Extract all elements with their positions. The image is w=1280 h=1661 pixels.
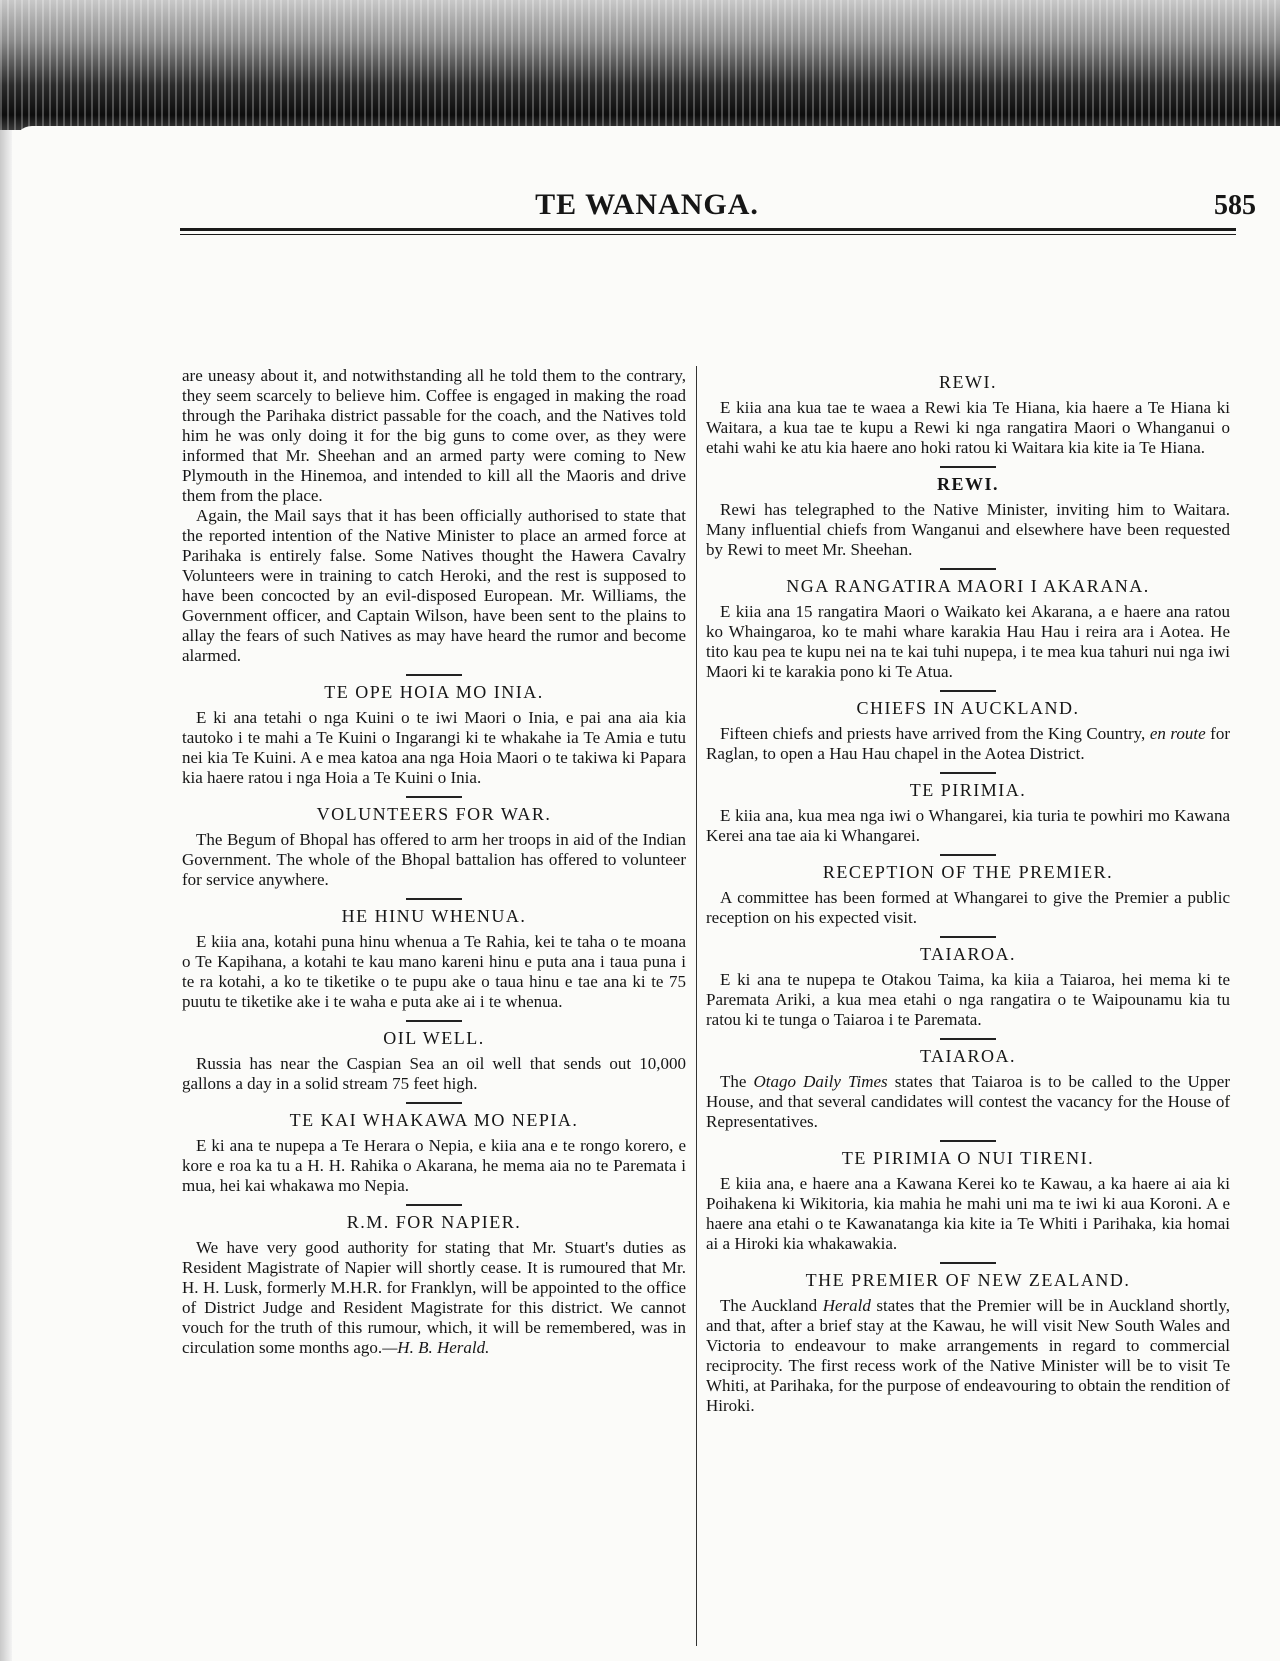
article-body-text: states that the Premier will be in Auckland shortly, and that, after a brief stay at the Kawau, he will visit New South Wales and Victoria to endeavour to make arrangements in regard to commercial reciprocity. The first recess work of the Native Minister will be to visit Te Whiti, at Parihaka, for the purpose of endeavouring to obtain the rendition of Hiroki. bbox=[706, 1296, 1230, 1415]
left-column bbox=[182, 366, 686, 1366]
article-headline: CHIEFS IN AUCKLAND. bbox=[856, 698, 1080, 718]
page-number: 585 bbox=[1214, 190, 1256, 221]
article-headline: TAIAROA. bbox=[919, 1046, 1017, 1066]
article-body: E kiia ana, e haere ana a Kawana Kerei ko te Kawau, a ka haere ai aia ki Poihakena ki Wikitoria, kia mahia he mahi uni ma te iwi ki aua Koroni. A e haere ana etahi o te Kawanatanga kia kite ia Te Whiti i Parihaka, kia homai ai a Hiroki kia whakawakia. bbox=[706, 1174, 1230, 1253]
scan-dark-border bbox=[0, 0, 1280, 130]
article-body: E ki ana te nupepa a Te Herara o Nepia, e kiia ana e te rongo korero, e kore e roa ka tu a H. H. Rahika o Akarana, he mema aia no te Paremata i mua, hei kai whakawa mo Nepia. bbox=[182, 1136, 686, 1195]
article-headline: HE HINU WHENUA. bbox=[341, 906, 527, 926]
article-source: —H. B. Herald. bbox=[382, 1338, 490, 1357]
scan-left-margin bbox=[0, 130, 12, 1661]
article-rm-for-napier bbox=[182, 1204, 686, 1358]
section-divider bbox=[940, 772, 996, 774]
article-body: E kiia ana 15 rangatira Maori o Waikato kei Akarana, a e haere ana ratou ko Whaingaroa, ko te mahi whare karakia Hau Hau i reira ara i Aotea. He tito kau pea te kupu nei na te kai tuhi nupepa, i te mea kua tahuri nui nga iwi Maori ki te karakia pono ki Te Atua. bbox=[706, 602, 1230, 681]
masthead bbox=[14, 186, 1280, 232]
section-divider bbox=[940, 466, 996, 468]
section-divider bbox=[940, 568, 996, 570]
article-body: E kiia ana, kotahi puna hinu whenua a Te Rahia, kei te taha o te moana o Te Kapihana, a kotahi te kau mano kareni hinu e puta ana i taua puna i te ra kotahi, a ko te tiketike o te pupu ake o taua hinu e tae ana ki te 75 puutu te tiketike ake i te waha e puta ake ai i te whenua. bbox=[182, 932, 686, 1011]
article-body: A committee has been formed at Whangarei to give the Premier a public reception on his expected visit. bbox=[706, 888, 1230, 927]
article-body bbox=[706, 724, 1230, 764]
section-divider bbox=[406, 674, 462, 676]
article-body-text: Fifteen chiefs and priests have arrived from the King Country, bbox=[720, 724, 1150, 743]
article-body bbox=[706, 1072, 1230, 1132]
section-divider bbox=[406, 1102, 462, 1104]
article-body bbox=[182, 1238, 686, 1358]
article-premier-of-nz bbox=[706, 1262, 1230, 1416]
continued-article bbox=[182, 366, 686, 666]
article-headline: TE PIRIMIA O NUI TIRENI. bbox=[841, 1148, 1095, 1168]
article-headline: TE KAI WHAKAWA MO NEPIA. bbox=[289, 1110, 579, 1130]
article-te-pirimia-nui-tireni bbox=[706, 1140, 1230, 1254]
article-te-pirimia bbox=[706, 772, 1230, 846]
section-divider bbox=[940, 854, 996, 856]
article-body: E ki ana tetahi o nga Kuini o te iwi Maori o Inia, e pai ana aia kia tautoko i te mahi a Te Kuini o Ingarangi ki te whakahe ia Te Amia e tutu nei kia Te Kuini. A e mea katoa ana nga Hoia Maori o te takiwa ki Papara kia haere ratou i nga Hoia a Te Kuini o Inia. bbox=[182, 708, 686, 787]
article-headline: NGA RANGATIRA MAORI I AKARANA. bbox=[786, 576, 1150, 596]
section-divider bbox=[406, 796, 462, 798]
article-paragraph: are uneasy about it, and notwithstanding all he told them to the contrary, they seem scarcely to believe him. Coffee is engaged in making the road through the Parihaka district passable for the coach, and the Natives told him he was only doing it for the big guns to come over, as they were informed that Mr. Sheehan and an armed party were coming to New Plymouth in the Hinemoa, and intended to kill all the Maoris and drive them from the place. bbox=[182, 366, 686, 505]
article-rewi-maori bbox=[706, 372, 1230, 458]
article-nga-rangatira bbox=[706, 568, 1230, 682]
article-taiaroa-maori bbox=[706, 936, 1230, 1030]
article-headline: OIL WELL. bbox=[383, 1028, 485, 1048]
article-body-italic: Otago Daily Times bbox=[753, 1072, 888, 1091]
article-chiefs-in-auckland bbox=[706, 690, 1230, 764]
article-body bbox=[706, 1296, 1230, 1416]
article-reception-of-premier bbox=[706, 854, 1230, 928]
article-headline: VOLUNTEERS FOR WAR. bbox=[316, 804, 552, 824]
article-body: E kiia ana, kua mea nga iwi o Whangarei, kia turia te powhiri mo Kawana Kerei ana tae aia ki Whangarei. bbox=[706, 806, 1230, 845]
masthead-rule-thick bbox=[180, 228, 1236, 231]
section-divider bbox=[940, 690, 996, 692]
section-divider bbox=[406, 1204, 462, 1206]
article-body-text: We have very good authority for stating that Mr. Stuart's duties as Resident Magistrate of Napier will shortly cease. It is rumoured that Mr. H. H. Lusk, formerly M.H.R. for Franklyn, will be appointed to the office of District Judge and Resident Magistrate for this district. We cannot vouch for the truth of this rumour, which, it will be remembered, was in circulation some months ago. bbox=[182, 1238, 686, 1357]
article-body-italic: Herald bbox=[822, 1296, 871, 1315]
section-divider bbox=[406, 1020, 462, 1022]
article-rewi-english bbox=[706, 466, 1230, 560]
section-divider bbox=[940, 936, 996, 938]
article-headline: TAIAROA. bbox=[919, 944, 1017, 964]
section-divider bbox=[940, 1140, 996, 1142]
article-headline: REWI. bbox=[939, 372, 997, 392]
section-divider bbox=[406, 898, 462, 900]
article-taiaroa-english bbox=[706, 1038, 1230, 1132]
column-divider bbox=[696, 366, 697, 1646]
newspaper-page bbox=[14, 126, 1280, 1661]
article-body-text: states that Taiaroa is to be called to the Upper House, and that several candidates will contest the vacancy for the House of Representatives. bbox=[706, 1072, 1230, 1131]
right-column bbox=[706, 366, 1230, 1424]
article-volunteers-for-war bbox=[182, 796, 686, 890]
article-te-kai-whakawa bbox=[182, 1102, 686, 1196]
section-divider bbox=[940, 1262, 996, 1264]
article-headline: TE PIRIMIA. bbox=[909, 780, 1027, 800]
article-body-text: The Auckland bbox=[720, 1296, 823, 1315]
article-headline: RECEPTION OF THE PREMIER. bbox=[822, 862, 1114, 882]
article-headline: TE OPE HOIA MO INIA. bbox=[324, 682, 544, 702]
article-body-italic: en route bbox=[1149, 724, 1206, 743]
section-divider bbox=[940, 1038, 996, 1040]
article-te-ope-hoia bbox=[182, 674, 686, 788]
article-body-text: The bbox=[720, 1072, 754, 1091]
masthead-title: TE WANANGA. bbox=[535, 188, 759, 221]
article-body: E kiia ana kua tae te waea a Rewi kia Te Hiana, kia haere a Te Hiana ki Waitara, a kua tae te kupu a Rewi ki nga rangatira Maori o Whanganui o etahi wahi ke atu kia haere ano hoki ratou ki Waitara kia kite ia Te Hiana. bbox=[706, 398, 1230, 457]
article-headline: R.M. FOR NAPIER. bbox=[346, 1212, 522, 1232]
article-body: The Begum of Bhopal has offered to arm her troops in aid of the Indian Government. The whole of the Bhopal battalion has offered to volunteer for service anywhere. bbox=[182, 830, 686, 889]
article-he-hinu-whenua bbox=[182, 898, 686, 1012]
article-oil-well bbox=[182, 1020, 686, 1094]
article-body: Russia has near the Caspian Sea an oil well that sends out 10,000 gallons a day in a solid stream 75 feet high. bbox=[182, 1054, 686, 1093]
article-body-text: for Raglan, to open a Hau Hau chapel in the Aotea District. bbox=[706, 724, 1230, 763]
article-body: E ki ana te nupepa te Otakou Taima, ka kiia a Taiaroa, hei mema ki te Paremata Ariki, a kua mea etahi o nga rangatira o te Waipounamu kia tu ratou ki te tunga o Taiaroa i te Paremata. bbox=[706, 970, 1230, 1029]
article-headline: REWI. bbox=[936, 474, 999, 494]
article-paragraph: Again, the Mail says that it has been officially authorised to state that the reported intention of the Native Minister to place an armed force at Parihaka is entirely false. Some Natives thought the Hawera Cavalry Volunteers were in training to catch Heroki, and the rest is supposed to have been concocted by an evil-disposed European. Mr. Williams, the Government officer, and Captain Wilson, have been sent to the plains to allay the fears of such Natives as may have heard the rumor and become alarmed. bbox=[182, 506, 686, 665]
article-body: Rewi has telegraphed to the Native Minister, inviting him to Waitara. Many influential chiefs from Wanganui and elsewhere have been requested by Rewi to meet Mr. Sheehan. bbox=[706, 500, 1230, 559]
article-headline: THE PREMIER OF NEW ZEALAND. bbox=[805, 1270, 1131, 1290]
masthead-rule-thin bbox=[180, 234, 1236, 235]
